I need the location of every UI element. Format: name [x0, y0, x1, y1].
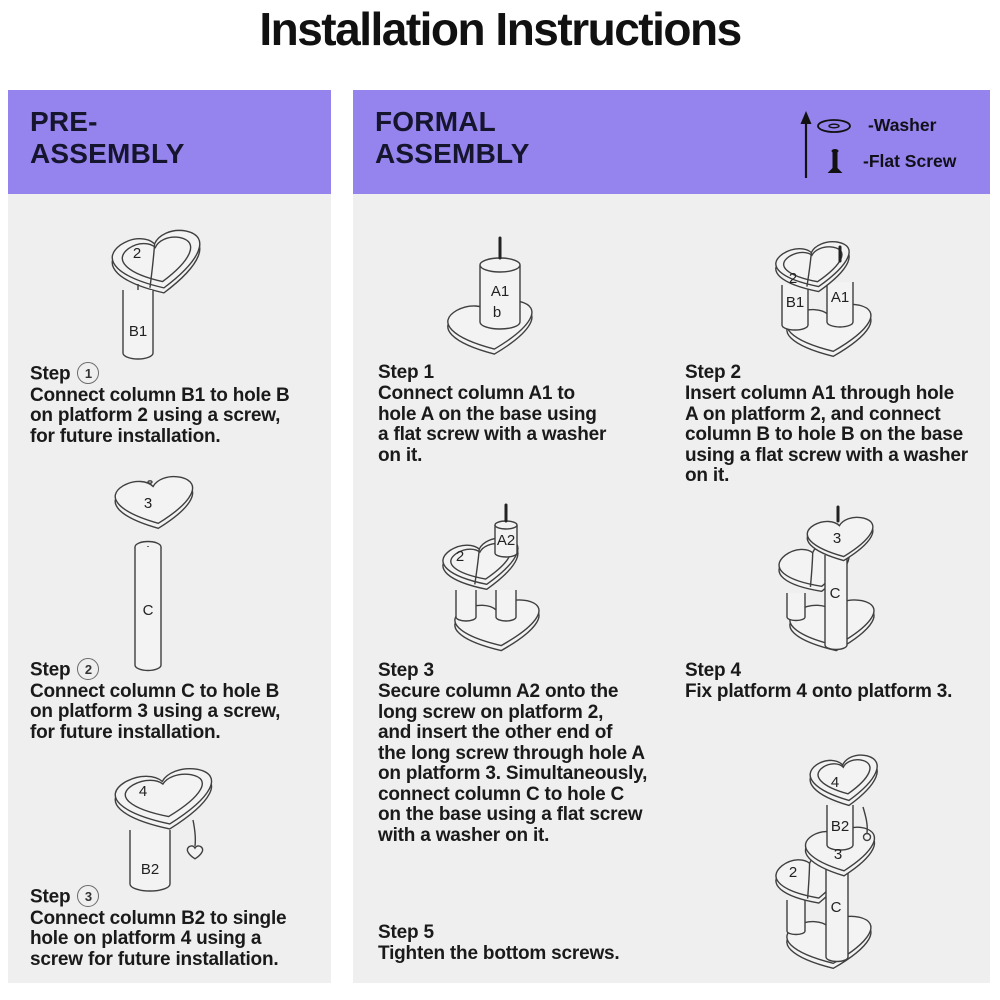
platform-4-label: 4	[830, 774, 840, 791]
pre-assembly-title-line2: ASSEMBLY	[30, 137, 185, 169]
washer-icon	[818, 120, 850, 132]
pre-step-2	[30, 658, 280, 743]
formal-step-2	[685, 362, 968, 487]
column-a1-label: A1	[490, 283, 510, 300]
platform-2-label: 2	[788, 864, 798, 881]
column-a1-label: A1	[830, 289, 850, 306]
formal-step-1-text: Connect column A1 to hole A on the base using a flat screw with a washer on it.	[378, 383, 607, 466]
pre-diagram-platform4-columnB2	[93, 752, 283, 902]
formal-step-1-heading: Step 1	[378, 362, 434, 383]
formal-assembly-header	[353, 90, 990, 194]
formal-assembly-panel	[353, 90, 990, 983]
column-c-label: C	[830, 899, 842, 916]
formal-step-4	[685, 660, 952, 703]
platform-2-label: 2	[788, 270, 798, 287]
pre-step-3-text: Connect column B2 to single hole on platform 4 using a screw for future installation.	[30, 907, 287, 970]
platform-4-label: 4	[138, 783, 148, 800]
column-c-label: C	[829, 585, 841, 602]
formal-step-4-heading: Step 4	[685, 660, 741, 681]
formal-step-5-text: Tighten the bottom screws.	[378, 943, 620, 964]
platform-3-label: 3	[143, 495, 153, 512]
hole-b-mark: b	[492, 304, 502, 321]
formal-assembly-title-line2: ASSEMBLY	[375, 137, 530, 169]
platform-2-label: 2	[132, 245, 142, 262]
formal-diagram-step1	[413, 230, 613, 370]
formal-diagram-step3	[418, 495, 598, 655]
pre-step-2-text: Connect column C to hole B on platform 3 using a screw, for future installation.	[30, 680, 281, 743]
column-b2-label: B2	[140, 861, 160, 878]
column-c-label: C	[142, 602, 154, 619]
formal-step-5-heading: Step 5	[378, 922, 434, 943]
formal-diagram-final	[758, 745, 938, 975]
pre-step-3	[30, 885, 286, 970]
pre-step-1-text: Connect column B1 to hole B on platform 2 using a screw, for future installation.	[30, 384, 290, 447]
formal-step-1	[378, 362, 606, 466]
pre-step-3-heading: Step 3	[30, 885, 286, 908]
page-title: Installation Instructions	[259, 3, 741, 55]
pre-step-1	[30, 362, 290, 447]
formal-step-3-heading: Step 3	[378, 660, 434, 681]
formal-step-3	[378, 660, 647, 846]
platform-3-label: 3	[832, 530, 842, 547]
arrow-up-icon	[801, 111, 812, 178]
column-a2-label: A2	[496, 532, 516, 549]
formal-step-2-text: Insert column A1 through hole A on platform 2, and connect column B to hole B on the base using a flat screw with a washer on it.	[685, 383, 968, 486]
circled-number-2: 2	[77, 658, 99, 680]
column-b1-label: B1	[785, 294, 805, 311]
formal-step-4-text: Fix platform 4 onto platform 3.	[685, 681, 953, 702]
column-b1-label: B1	[128, 323, 148, 340]
pre-step-1-heading: Step 1	[30, 362, 290, 385]
circled-number-3: 3	[77, 885, 99, 907]
formal-step-2-heading: Step 2	[685, 362, 741, 383]
pre-assembly-title-line1: PRE-	[30, 106, 98, 137]
circled-number-1: 1	[77, 362, 99, 384]
pre-assembly-panel	[8, 90, 331, 983]
legend-icons	[797, 106, 857, 184]
pre-step-2-heading: Step 2	[30, 658, 280, 681]
formal-diagram-step4	[768, 495, 948, 655]
formal-diagram-step2	[743, 225, 923, 370]
pre-assembly-title	[8, 90, 331, 170]
formal-assembly-title-line1: FORMAL	[375, 106, 496, 137]
flat-screw-icon	[828, 149, 843, 173]
washer-label: -Washer	[868, 115, 937, 135]
pre-diagram-platform3-columnC	[93, 460, 273, 675]
platform-2-label: 2	[455, 548, 465, 565]
formal-step-5	[378, 922, 619, 965]
column-b2-label: B2	[830, 818, 850, 835]
platform-3-label: 3	[833, 846, 843, 863]
formal-step-3-text: Secure column A2 onto the long screw on platform 2, and insert the other end of the long screw through hole A on platform 3. Simultaneously, connect column C to hole C on the base using a flat screw with a washer on it.	[378, 681, 648, 846]
flat-screw-label: -Flat Screw	[863, 151, 957, 171]
pre-assembly-header	[8, 90, 331, 194]
